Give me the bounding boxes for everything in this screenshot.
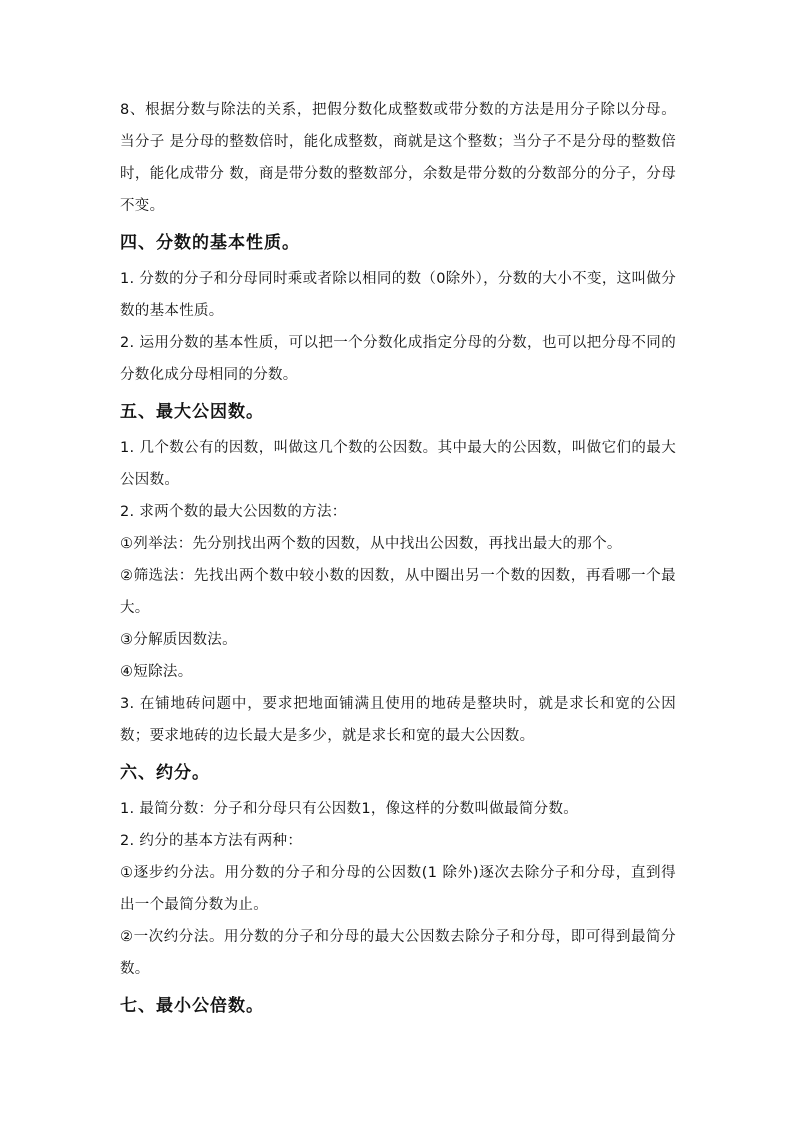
paragraph-6-2: 2. 约分的基本方法有两种： <box>120 833 303 849</box>
section-heading-6: 六、约分。 <box>120 763 210 783</box>
paragraph-5-method-4: ④短除法。 <box>120 664 193 680</box>
paragraph-6-1: 1. 最简分数：分子和分母只有公因数1，像这样的分数叫做最简分数。 <box>120 801 579 817</box>
section-heading-5: 五、最大公因数。 <box>120 402 264 422</box>
paragraph-5-2: 2. 求两个数的最大公因数的方法： <box>120 504 347 520</box>
section-heading-4: 四、分数的基本性质。 <box>120 233 300 253</box>
document-body <box>120 94 676 1026</box>
paragraph-5-method-3: ③分解质因数法。 <box>120 632 237 648</box>
paragraph-4-2: 2. 运用分数的基本性质，可以把一个分数化成指定分母的分数，也可以把分母不同的分数化成分母相同的分数。 <box>120 335 676 383</box>
section-heading-7: 七、最小公倍数。 <box>120 996 264 1016</box>
paragraph-fraction-division: 8、根据分数与除法的关系，把假分数化成整数或带分数的方法是用分子除以分母。当分子 是分母的整数倍时，能化成整数，商就是这个整数；当分子不是分母的整数倍时，能化成带分 数，商是带分数的整数部分，余数是带分数的分数部分的分子，分母不变。 <box>120 102 676 214</box>
paragraph-5-3: 3. 在铺地砖问题中，要求把地面铺满且使用的地砖是整块时，就是求长和宽的公因数；要求地砖的边长最大是多少，就是求长和宽的最大公因数。 <box>120 696 676 744</box>
paragraph-6-method-1: ①逐步约分法。用分数的分子和分母的公因数(1 除外)逐次去除分子和分母，直到得出一个最简分数为止。 <box>120 865 676 913</box>
paragraph-5-1: 1. 几个数公有的因数，叫做这几个数的公因数。其中最大的公因数，叫做它们的最大公因数。 <box>120 440 676 488</box>
paragraph-6-method-2: ②一次约分法。用分数的分子和分母的最大公因数去除分子和分母，即可得到最简分数。 <box>120 929 676 977</box>
paragraph-5-method-1: ①列举法：先分别找出两个数的因数，从中找出公因数，再找出最大的那个。 <box>120 536 622 552</box>
paragraph-5-method-2: ②筛选法：先找出两个数中较小数的因数，从中圈出另一个数的因数，再看哪一个最大。 <box>120 568 676 616</box>
paragraph-4-1: 1. 分数的分子和分母同时乘或者除以相同的数（0除外），分数的大小不变，这叫做分数的基本性质。 <box>120 271 676 319</box>
